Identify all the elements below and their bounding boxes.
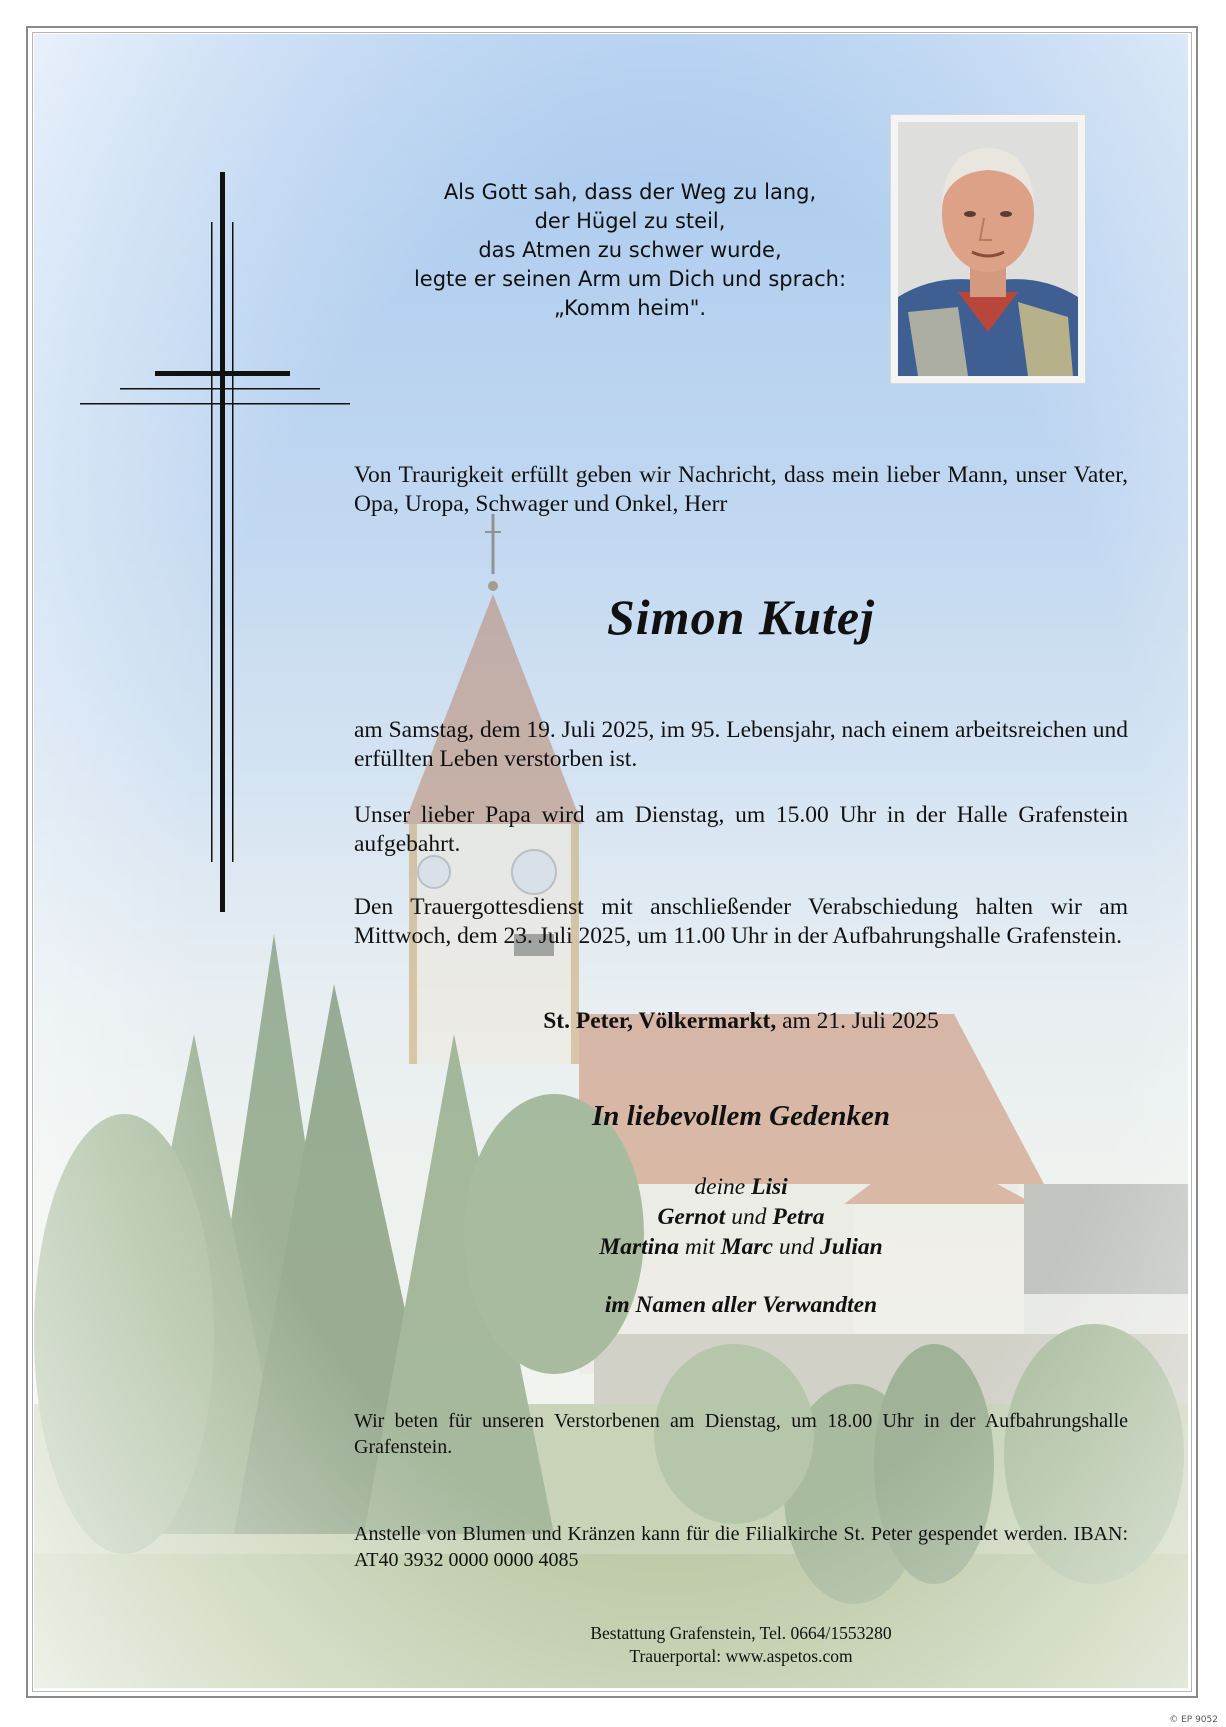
place-date-line [354, 1008, 1128, 1035]
family-line: deine Lisi [694, 1174, 788, 1200]
family-signatures [354, 1172, 1128, 1262]
relatives-line: im Namen aller Verwandten [604, 1292, 878, 1318]
footer-line: Bestattung Grafenstein, Tel. 0664/1553280 [590, 1623, 892, 1643]
template-code: © EP 9052 [1169, 1715, 1218, 1725]
closing-phrase: In liebevollem Gedenken [591, 1100, 890, 1132]
donation-text: Anstelle von Blumen und Kränzen kann für die Filialkirche St. Peter gespendet werden. IBAN: AT40 3932 0000 0000 4085 [354, 1523, 1128, 1571]
poem-line: Als Gott sah, dass der Weg zu lang, [443, 180, 817, 204]
family-line: Martina mit Marc und Julian [599, 1234, 883, 1260]
funeral-home-footer [354, 1622, 1128, 1668]
family-line: Gernot und Petra [657, 1204, 825, 1230]
poem-line: legte er seinen Arm um Dich und sprach: [413, 267, 847, 291]
poem-line: der Hügel zu steil, [534, 209, 726, 233]
portrait-image [898, 122, 1078, 376]
date: am 21. Juli 2025 [782, 1008, 939, 1034]
cross-icon [80, 172, 350, 912]
viewing-text: Unser lieber Papa wird am Dienstag, um 15.00 Uhr in der Halle Grafenstein aufgebahrt. [354, 802, 1128, 857]
poem-line: „Komm heim". [553, 296, 707, 320]
intro-text: Von Traurigkeit erfüllt geben wir Nachricht, dass mein lieber Mann, unser Vater, Opa, Uropa, Schwager und Onkel, Herr [354, 462, 1128, 517]
death-notice-text: am Samstag, dem 19. Juli 2025, im 95. Lebensjahr, nach einem arbeitsreichen und erfüllten Leben verstorben ist. [354, 717, 1128, 772]
deceased-name: Simon Kutej [606, 589, 876, 645]
poem-line: das Atmen zu schwer wurde, [478, 238, 782, 262]
portrait-photo [890, 114, 1086, 384]
footer-line: Trauerportal: www.aspetos.com [629, 1646, 853, 1666]
service-text: Den Trauergottesdienst mit anschließender Verabschiedung halten wir am Mittwoch, dem 23. Juli 2025, um 11.00 Uhr in der Aufbahrungshalle Grafenstein. [354, 894, 1128, 949]
prayer-text: Wir beten für unseren Verstorbenen am Dienstag, um 18.00 Uhr in der Aufbahrungshalle Grafenstein. [354, 1410, 1128, 1458]
place: St. Peter, Völkermarkt, [543, 1008, 777, 1034]
memorial-poem [380, 178, 880, 323]
